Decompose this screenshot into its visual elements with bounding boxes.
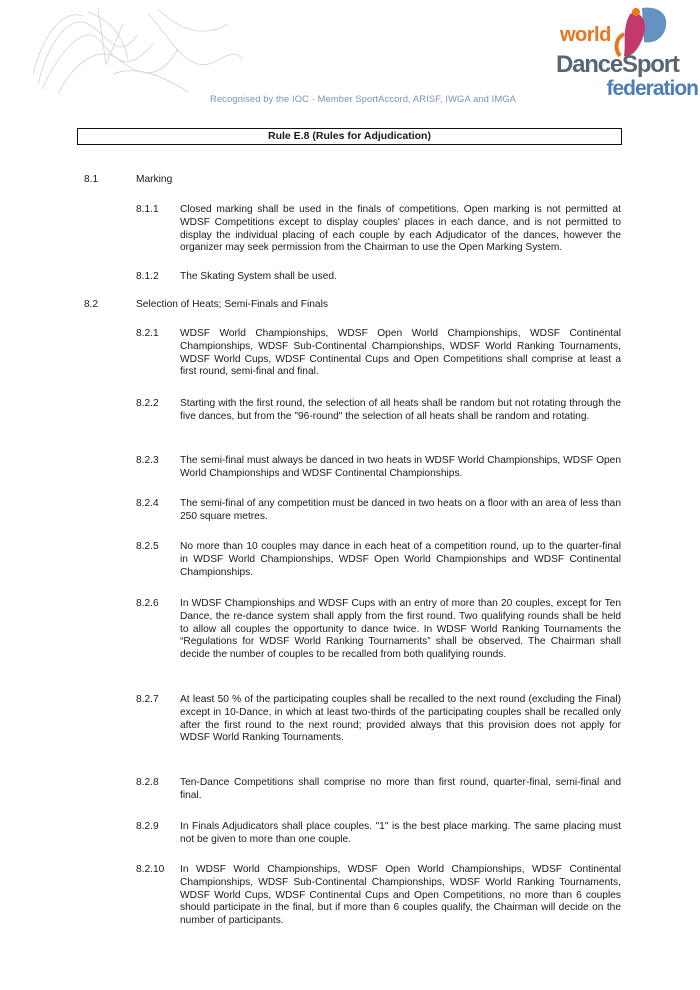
item-number: 8.2.3: [136, 455, 159, 466]
item-text: WDSF World Championships, WDSF Open World Championships, WDSF Continental Championships, WDSF Sub-Continental Championships, WDSF World Ranking Tournaments, WDSF World Cups, WDSF Continental Cups and Open Competitions shall comprise at least a first round, semi-final and final.: [180, 328, 621, 378]
item-number: 8.1.2: [136, 271, 159, 282]
recognition-tagline: Recognised by the IOC · Member SportAccord, ARISF, IWGA and IMGA: [210, 93, 516, 104]
item-text: The semi-final of any competition must be danced in two heats on a floor with an area of less than 250 square metres.: [180, 498, 621, 522]
section-number: 8.2: [84, 299, 99, 310]
item-text: In WDSF Championships and WDSF Cups with an entry of more than 20 couples, except for Ten Dance, the re-dance system shall apply from the first round. Two qualifying rounds shall be held to allow all couples the opportunity to dance twice. In WDSF World Ranking Tournaments the “Regulations for WDSF World Ranking Tournaments” shall be observed. The Chairman shall decide the number of couples to be recalled from both qualifying rounds.: [180, 598, 621, 661]
rule-title: Rule E.8 (Rules for Adjudication): [77, 128, 622, 145]
item-text: At least 50 % of the participating couples shall be recalled to the next round (excluding the Final) except in 10-Dance, in which at least two-thirds of the participating couples shall be recalled only after the first round to the next round; provided always that this provision does not apply for WDSF World Ranking Tournaments.: [180, 694, 621, 744]
item-number: 8.2.2: [136, 398, 159, 409]
item-number: 8.2.5: [136, 541, 159, 552]
item-text: Closed marking shall be used in the finals of competitions. Open marking is not permitted at WDSF Competitions except to display couples' places in each dance, and is not permitted to display the individual placing of each couple by each Adjudicator of the dances, however the organizer may seek permission from the Chairman to use the Open Marking System.: [180, 204, 621, 254]
section-title: Selection of Heats; Semi-Finals and Finals: [136, 299, 328, 310]
item-text: Ten-Dance Competitions shall comprise no more than first round, quarter-final, semi-final and final.: [180, 777, 621, 801]
item-text: In WDSF World Championships, WDSF Open World Championships, WDSF Continental Championships, WDSF Sub-Continental Championships, WDSF World Ranking Tournaments, WDSF World Cups, WDSF Continental Cups and Open Competitions, no more than 6 couples should participate in the final, but if more than 6 couples qualify, the Chairman will decide on the number of participants.: [180, 864, 621, 927]
logo-federation-text: federation: [606, 77, 698, 100]
item-text: The Skating System shall be used.: [180, 271, 337, 282]
wdsf-logo: [552, 4, 700, 104]
item-text: The semi-final must always be danced in two heats in WDSF World Championships, WDSF Open World Championships and WDSF Continental Championships.: [180, 455, 621, 479]
item-number: 8.2.4: [136, 498, 159, 509]
item-number: 8.1.1: [136, 204, 159, 215]
item-text: Starting with the first round, the selection of all heats shall be random but not rotating through the five dances, but from the "96-round" the selection of all heats shall be random and rotating.: [180, 398, 621, 422]
item-number: 8.2.7: [136, 694, 159, 705]
logo-world-text: world: [560, 24, 611, 46]
item-number: 8.2.9: [136, 821, 159, 832]
logo-dancesport-text: DanceSport: [556, 51, 679, 78]
item-number: 8.2.6: [136, 598, 159, 609]
item-text: No more than 10 couples may dance in each heat of a competition round, up to the quarter-final in WDSF World Championships, WDSF Open World Championships and WDSF Continental Championships.: [180, 541, 621, 578]
item-text: In Finals Adjudicators shall place couples. "1" is the best place marking. The same placing must not be given to more than one couple.: [180, 821, 621, 845]
item-number: 8.2.10: [136, 864, 165, 875]
item-number: 8.2.8: [136, 777, 159, 788]
item-number: 8.2.1: [136, 328, 159, 339]
dancer-sketch-watermark: [28, 4, 248, 96]
section-number: 8.1: [84, 174, 99, 185]
section-title: Marking: [136, 174, 173, 185]
